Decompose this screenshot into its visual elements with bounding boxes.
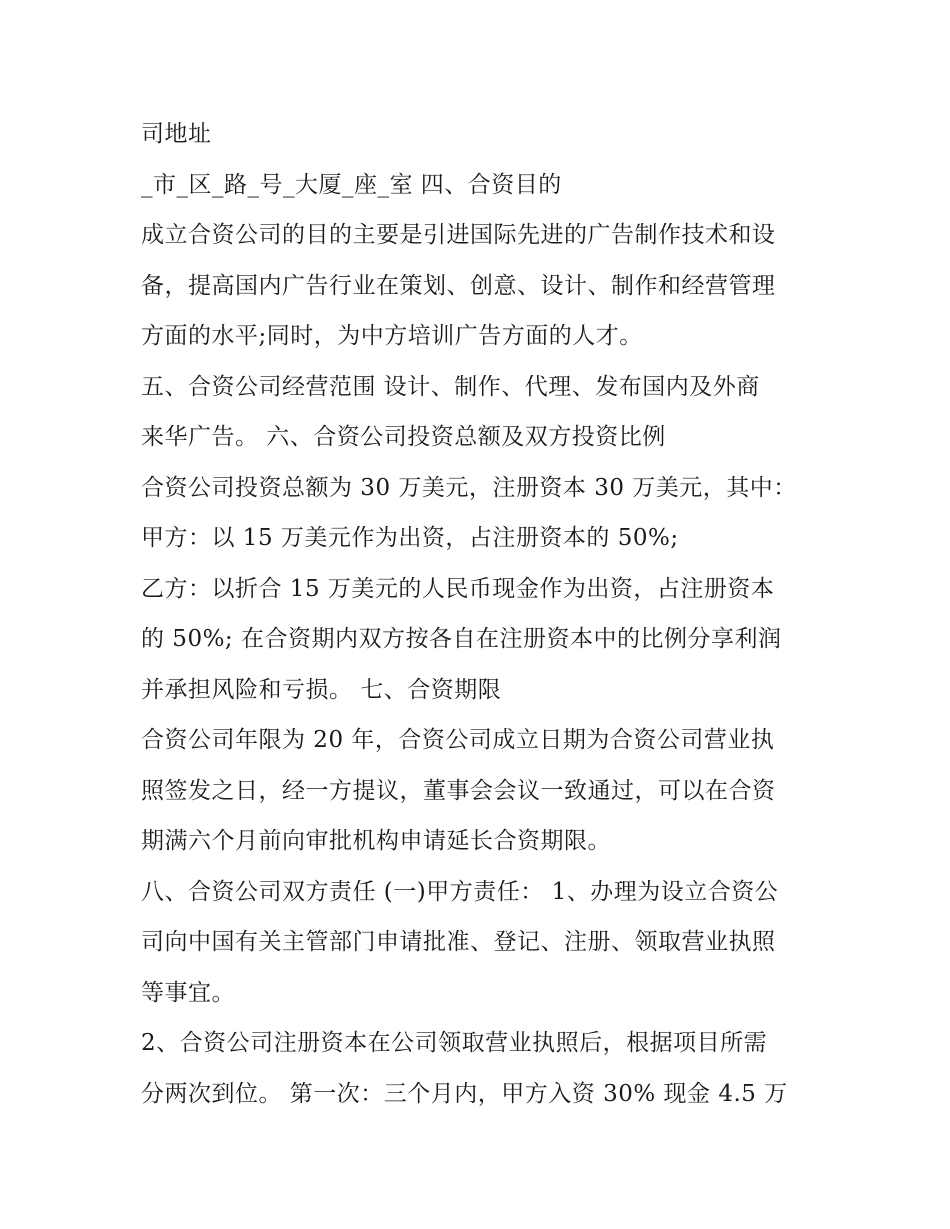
text-line: 乙方：以折合 15 万美元的人民币现金作为出资，占注册资本 <box>141 575 775 602</box>
text-line: 照签发之日，经一方提议，董事会会议一致通过，可以在合资 <box>141 777 776 804</box>
text-line: 的 50%; 在合资期内双方按各自在注册资本中的比例分享利润 <box>141 626 782 652</box>
text-line: 八、合资公司双方责任 (一)甲方责任： 1、办理为设立合资公 <box>141 878 779 905</box>
text-line: 成立合资公司的目的主要是引进国际先进的广告制作技术和设 <box>141 222 776 248</box>
text-line: 合资公司年限为 20 年，合资公司成立日期为合资公司营业执 <box>141 727 775 753</box>
text-line: 司向中国有关主管部门申请批准、登记、注册、领取营业执照 <box>141 929 776 955</box>
text-line: 甲方：以 15 万美元作为出资，占注册资本的 50%; <box>141 525 679 551</box>
text-line: 备，提高国内广告行业在策划、创意、设计、制作和经营管理 <box>141 272 776 299</box>
text-line: 来华广告。 六、合资公司投资总额及双方投资比例 <box>141 424 666 450</box>
text-line: 司地址 <box>141 121 212 147</box>
text-line: 方面的水平;同时，为中方培训广告方面的人才。 <box>141 323 643 349</box>
text-line: 并承担风险和亏损。 七、合资期限 <box>141 676 502 703</box>
text-line: 期满六个月前向审批机构申请延长合资期限。 <box>141 828 611 854</box>
document-body <box>141 109 821 1119</box>
text-line: 合资公司投资总额为 30 万美元，注册资本 30 万美元，其中： <box>141 474 797 501</box>
text-line: 2、合资公司注册资本在公司领取营业执照后，根据项目所需 <box>141 1030 768 1056</box>
text-line: 等事宜。 <box>141 979 235 1006</box>
text-line: _市_区_路_号_大厦_座_室 四、合资目的 <box>141 171 562 198</box>
text-line: 分两次到位。 第一次：三个月内，甲方入资 30% 现金 4.5 万 <box>141 1080 788 1107</box>
text-line: 五、合资公司经营范围 设计、制作、代理、发布国内及外商 <box>141 373 760 400</box>
